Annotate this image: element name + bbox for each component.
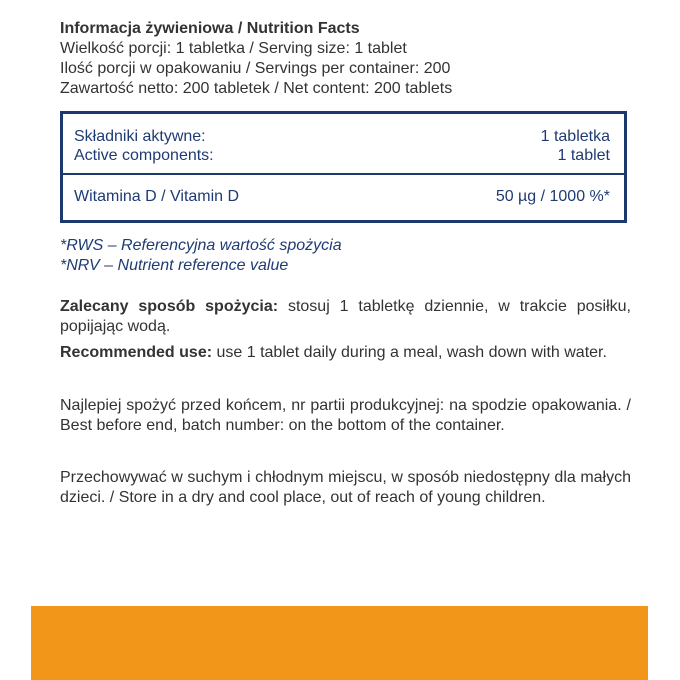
usage-en-label: Recommended use: — [60, 344, 213, 361]
table-header-row — [74, 127, 610, 167]
storage-paragraph: Przechowywać w suchym i chłodnym miejscu, w sposób niedostępny dla małych dzieci. / Store in a dry and cool place, out of reach of young children. — [60, 469, 631, 506]
nutrition-title: Informacja żywieniowa / Nutrition Facts — [60, 20, 360, 37]
per-tablet-label — [541, 127, 610, 165]
serving-size: Wielkość porcji: 1 tabletka / Serving size: 1 tablet — [60, 40, 407, 57]
table-row — [74, 187, 610, 209]
nrv-note: *NRV – Nutrient reference value — [60, 257, 289, 274]
rws-note: *RWS – Referencyjna wartość spożycia — [60, 237, 342, 254]
active-components-en: Active components: — [74, 147, 214, 164]
usage-pl-label: Zalecany sposób spożycia: — [60, 298, 279, 315]
nutrition-facts-table — [60, 111, 627, 223]
usage-en-text: use 1 tablet daily during a meal, wash down with water. — [212, 344, 607, 361]
nutrient-name: Witamina D / Vitamin D — [74, 188, 240, 205]
footnotes — [60, 236, 640, 276]
net-content: Zawartość netto: 200 tabletek / Net content: 200 tablets — [60, 80, 453, 97]
best-before-paragraph: Najlepiej spożyć przed końcem, nr partii produkcyjnej: na spodzie opakowania. / Best before end, batch number: on the bottom of the container. — [60, 397, 631, 434]
nutrient-value: 50 µg / 1000 %* — [495, 188, 610, 205]
usage-pl-paragraph — [60, 297, 631, 337]
servings-per-container: Ilość porcji w opakowaniu / Servings per container: 200 — [60, 60, 451, 77]
table-divider — [63, 173, 624, 175]
per-tablet-en: 1 tablet — [557, 147, 610, 164]
orange-footer-bar — [31, 606, 648, 680]
per-tablet-pl: 1 tabletka — [540, 128, 610, 145]
usage-en-paragraph — [60, 343, 631, 363]
active-components-label — [74, 127, 214, 165]
active-components-pl: Składniki aktywne: — [74, 128, 206, 145]
usage-pl-text: stosuj 1 tabletkę dziennie, w trakcie posiłku, popijając wodą. — [60, 298, 632, 335]
nutrition-header — [60, 19, 640, 99]
